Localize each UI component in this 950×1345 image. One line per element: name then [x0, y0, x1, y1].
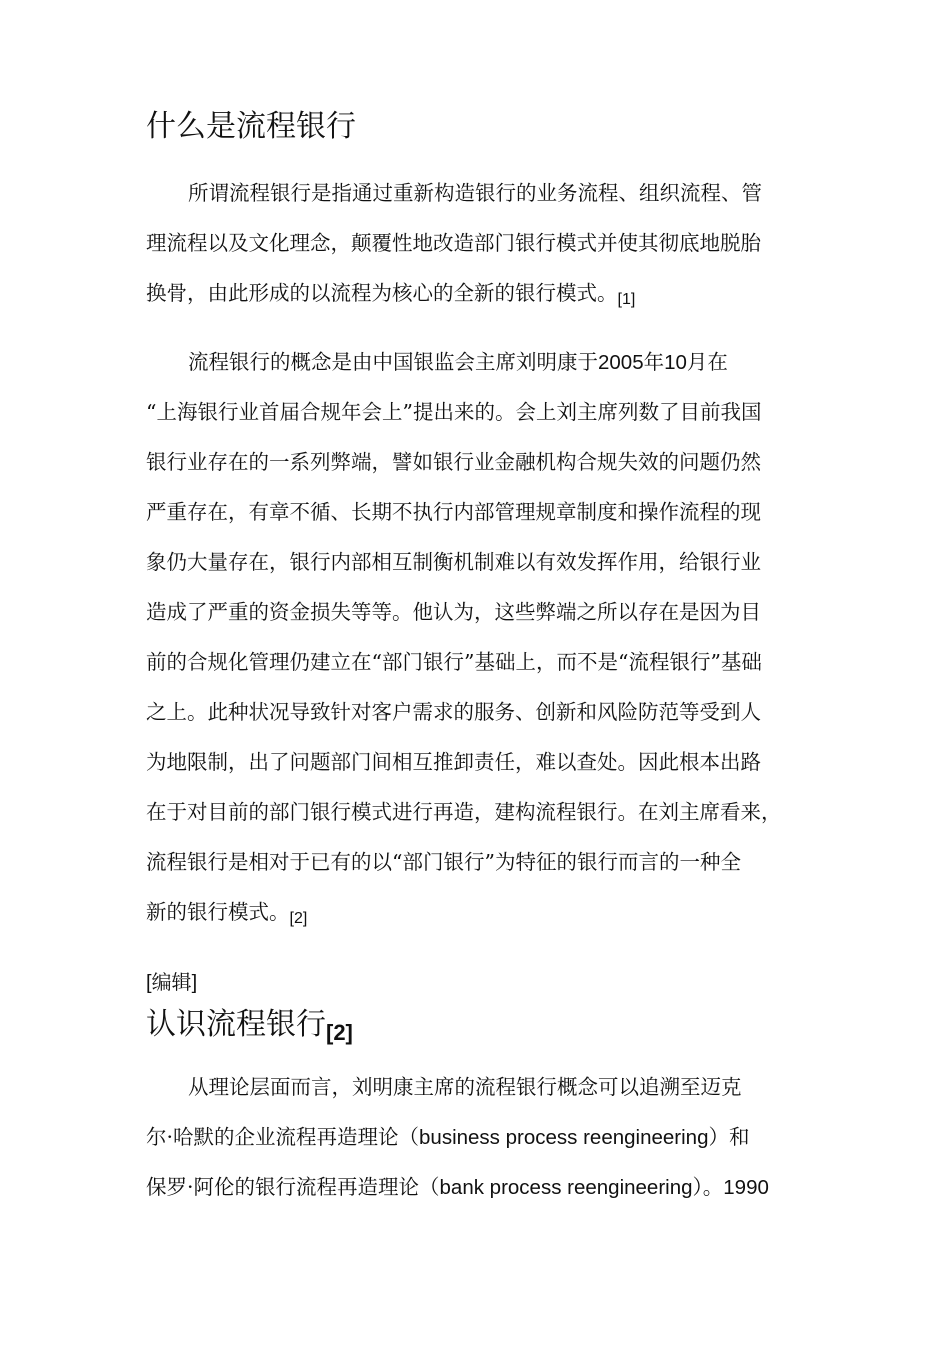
paragraph-theory — [146, 1062, 811, 1212]
month-text: 10 — [664, 351, 687, 374]
english-term: business process reengineering — [419, 1126, 709, 1149]
english-term: bank process reengineering — [439, 1176, 693, 1199]
text-line: 从理论层面而言，刘明康主席的流程银行概念可以追溯至迈克 — [188, 1075, 742, 1099]
section-title-text: 认识流程银行 — [146, 1007, 326, 1042]
text-segment: ）和 — [708, 1125, 750, 1149]
year-text: 2005 — [598, 351, 644, 374]
text-line: 严重存在，有章不循、长期不执行内部管理规章制度和操作流程的现 — [146, 500, 761, 524]
text-segment: 保罗·阿伦的银行流程再造理论（ — [146, 1175, 440, 1199]
bracket-close: ] — [191, 972, 198, 994]
section-title-what-is: 什么是流程银行 — [146, 109, 356, 144]
text-line: “上海银行业首届合规年会上”提出来的。会上刘主席列数了目前我国 — [146, 400, 762, 424]
text-segment: 流程银行的概念是由中国银监会主席刘明康于 — [188, 350, 598, 374]
reference-link-2[interactable]: [2] — [289, 910, 308, 927]
bracket-open: [ — [146, 972, 152, 994]
edit-section-link[interactable] — [146, 967, 197, 998]
section-title-understanding — [146, 1005, 353, 1047]
reference-link-1[interactable]: [1] — [617, 291, 636, 308]
text-segment: 新的银行模式。 — [146, 900, 290, 924]
year-text: 1990 — [723, 1176, 769, 1199]
text-line: 象仍大量存在，银行内部相互制衡机制难以有效发挥作用，给银行业 — [146, 550, 761, 574]
text-line: 流程银行是相对于已有的以“部门银行”为特征的银行而言的一种全 — [146, 850, 741, 874]
text-segment: 尔·哈默的企业流程再造理论（ — [146, 1125, 420, 1149]
text-line — [146, 337, 811, 387]
text-line — [146, 1162, 811, 1212]
text-line: 所谓流程银行是指通过重新构造银行的业务流程、组织流程、管 — [188, 181, 762, 205]
edit-label: 编辑 — [151, 970, 192, 994]
text-line — [146, 887, 811, 937]
text-segment: ）。 — [692, 1175, 724, 1199]
text-line: 之上。此种状况导致针对客户需求的服务、创新和风险防范等受到人 — [146, 700, 761, 724]
text-line — [146, 268, 811, 318]
text-segment: 换骨，由此形成的以流程为核心的全新的银行模式。 — [146, 281, 618, 305]
text-line — [146, 1112, 811, 1162]
text-line: 前的合规化管理仍建立在“部门银行”基础上，而不是“流程银行”基础 — [146, 650, 762, 674]
paragraph-concept-origin — [146, 337, 811, 937]
text-line: 造成了严重的资金损失等等。他认为，这些弊端之所以存在是因为目 — [146, 600, 761, 624]
text-line: 在于对目前的部门银行模式进行再造，建构流程银行。在刘主席看来， — [146, 800, 782, 824]
text-segment: 年 — [643, 350, 665, 374]
text-line: 为地限制，出了问题部门间相互推卸责任，难以查处。因此根本出路 — [146, 750, 761, 774]
heading-reference-link[interactable]: [2] — [326, 1020, 353, 1045]
text-segment: 月在 — [686, 350, 728, 374]
text-line: 银行业存在的一系列弊端，譬如银行业金融机构合规失效的问题仍然 — [146, 450, 761, 474]
paragraph-definition — [146, 168, 811, 318]
text-line: 理流程以及文化理念，颠覆性地改造部门银行模式并使其彻底地脱胎 — [146, 231, 761, 255]
